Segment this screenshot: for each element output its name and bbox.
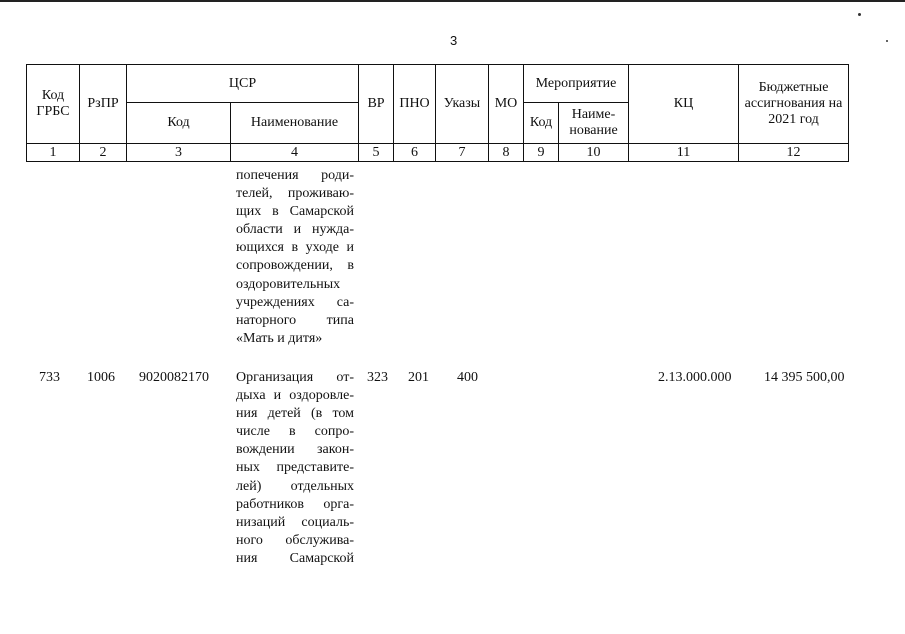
column-number: 11 bbox=[629, 144, 739, 162]
header-rzpr: РзПР bbox=[80, 65, 127, 144]
name-line: области и нужда- bbox=[236, 222, 354, 238]
header-ukazy: Указы bbox=[436, 65, 489, 144]
page-number: 3 bbox=[450, 33, 458, 48]
header-csr-kod: Код bbox=[127, 103, 231, 144]
header-pno: ПНО bbox=[394, 65, 436, 144]
name-line: учреждениях са- bbox=[236, 294, 354, 310]
row-csr-code: 9020082170 bbox=[139, 370, 209, 385]
name-line: попечения роди- bbox=[236, 168, 354, 183]
name-line: ния детей (в том bbox=[236, 406, 354, 422]
row-rzpr: 1006 bbox=[87, 370, 115, 385]
name-line: ных представите- bbox=[236, 460, 354, 476]
column-number: 1 bbox=[27, 144, 80, 162]
column-number: 8 bbox=[489, 144, 524, 162]
column-number: 6 bbox=[394, 144, 436, 162]
name-line: щих в Самарской bbox=[236, 204, 354, 220]
name-line: сопровождении, в bbox=[236, 258, 354, 274]
scan-speck bbox=[886, 40, 888, 42]
header-kod-grbs: Код ГРБС bbox=[27, 65, 80, 144]
name-line: «Мать и дитя» bbox=[236, 330, 323, 346]
budget-table bbox=[26, 64, 849, 162]
name-line: числе в сопро- bbox=[236, 424, 354, 440]
row-grbs: 733 bbox=[39, 370, 60, 385]
name-line: Организация от- bbox=[236, 370, 354, 385]
header-vr: ВР bbox=[359, 65, 394, 144]
scan-speck bbox=[858, 13, 861, 16]
header-mo: МО bbox=[489, 65, 524, 144]
header-meropriyatie: Мероприятие bbox=[524, 65, 629, 103]
column-number: 7 bbox=[436, 144, 489, 162]
name-line: вождении закон- bbox=[236, 442, 354, 458]
name-line: телей, проживаю- bbox=[236, 186, 354, 202]
column-number: 3 bbox=[127, 144, 231, 162]
header-kc: КЦ bbox=[629, 65, 739, 144]
row-name-text bbox=[236, 369, 354, 568]
name-line: ного обслужива- bbox=[236, 532, 354, 548]
continuation-name-text bbox=[236, 167, 354, 348]
header-mer-name: Наиме-нование bbox=[559, 103, 629, 144]
name-line: оздоровительных bbox=[236, 276, 341, 292]
column-number: 2 bbox=[80, 144, 127, 162]
column-number: 10 bbox=[559, 144, 629, 162]
row-kc: 2.13.000.000 bbox=[658, 370, 732, 385]
name-line: лей) отдельных bbox=[236, 478, 354, 494]
row-budget: 14 395 500,00 bbox=[764, 370, 845, 385]
column-number: 9 bbox=[524, 144, 559, 162]
column-number: 4 bbox=[231, 144, 359, 162]
row-pno: 201 bbox=[408, 370, 429, 385]
name-line: работников орга- bbox=[236, 496, 354, 512]
name-line: наторного типа bbox=[236, 312, 354, 328]
column-number: 5 bbox=[359, 144, 394, 162]
name-line: ющихся в уходе и bbox=[236, 240, 354, 256]
header-mer-kod: Код bbox=[524, 103, 559, 144]
header-budget: Бюджетные ассигнования на 2021 год bbox=[739, 65, 849, 144]
name-line: дыха и оздоровле- bbox=[236, 388, 354, 404]
header-csr: ЦСР bbox=[127, 65, 359, 103]
row-vr: 323 bbox=[367, 370, 388, 385]
name-line: ния Самарской bbox=[236, 550, 354, 566]
header-csr-name: Наименование bbox=[231, 103, 359, 144]
scan-edge bbox=[0, 0, 905, 2]
column-number: 12 bbox=[739, 144, 849, 162]
row-ukazy: 400 bbox=[457, 370, 478, 385]
name-line: низаций социаль- bbox=[236, 514, 354, 530]
